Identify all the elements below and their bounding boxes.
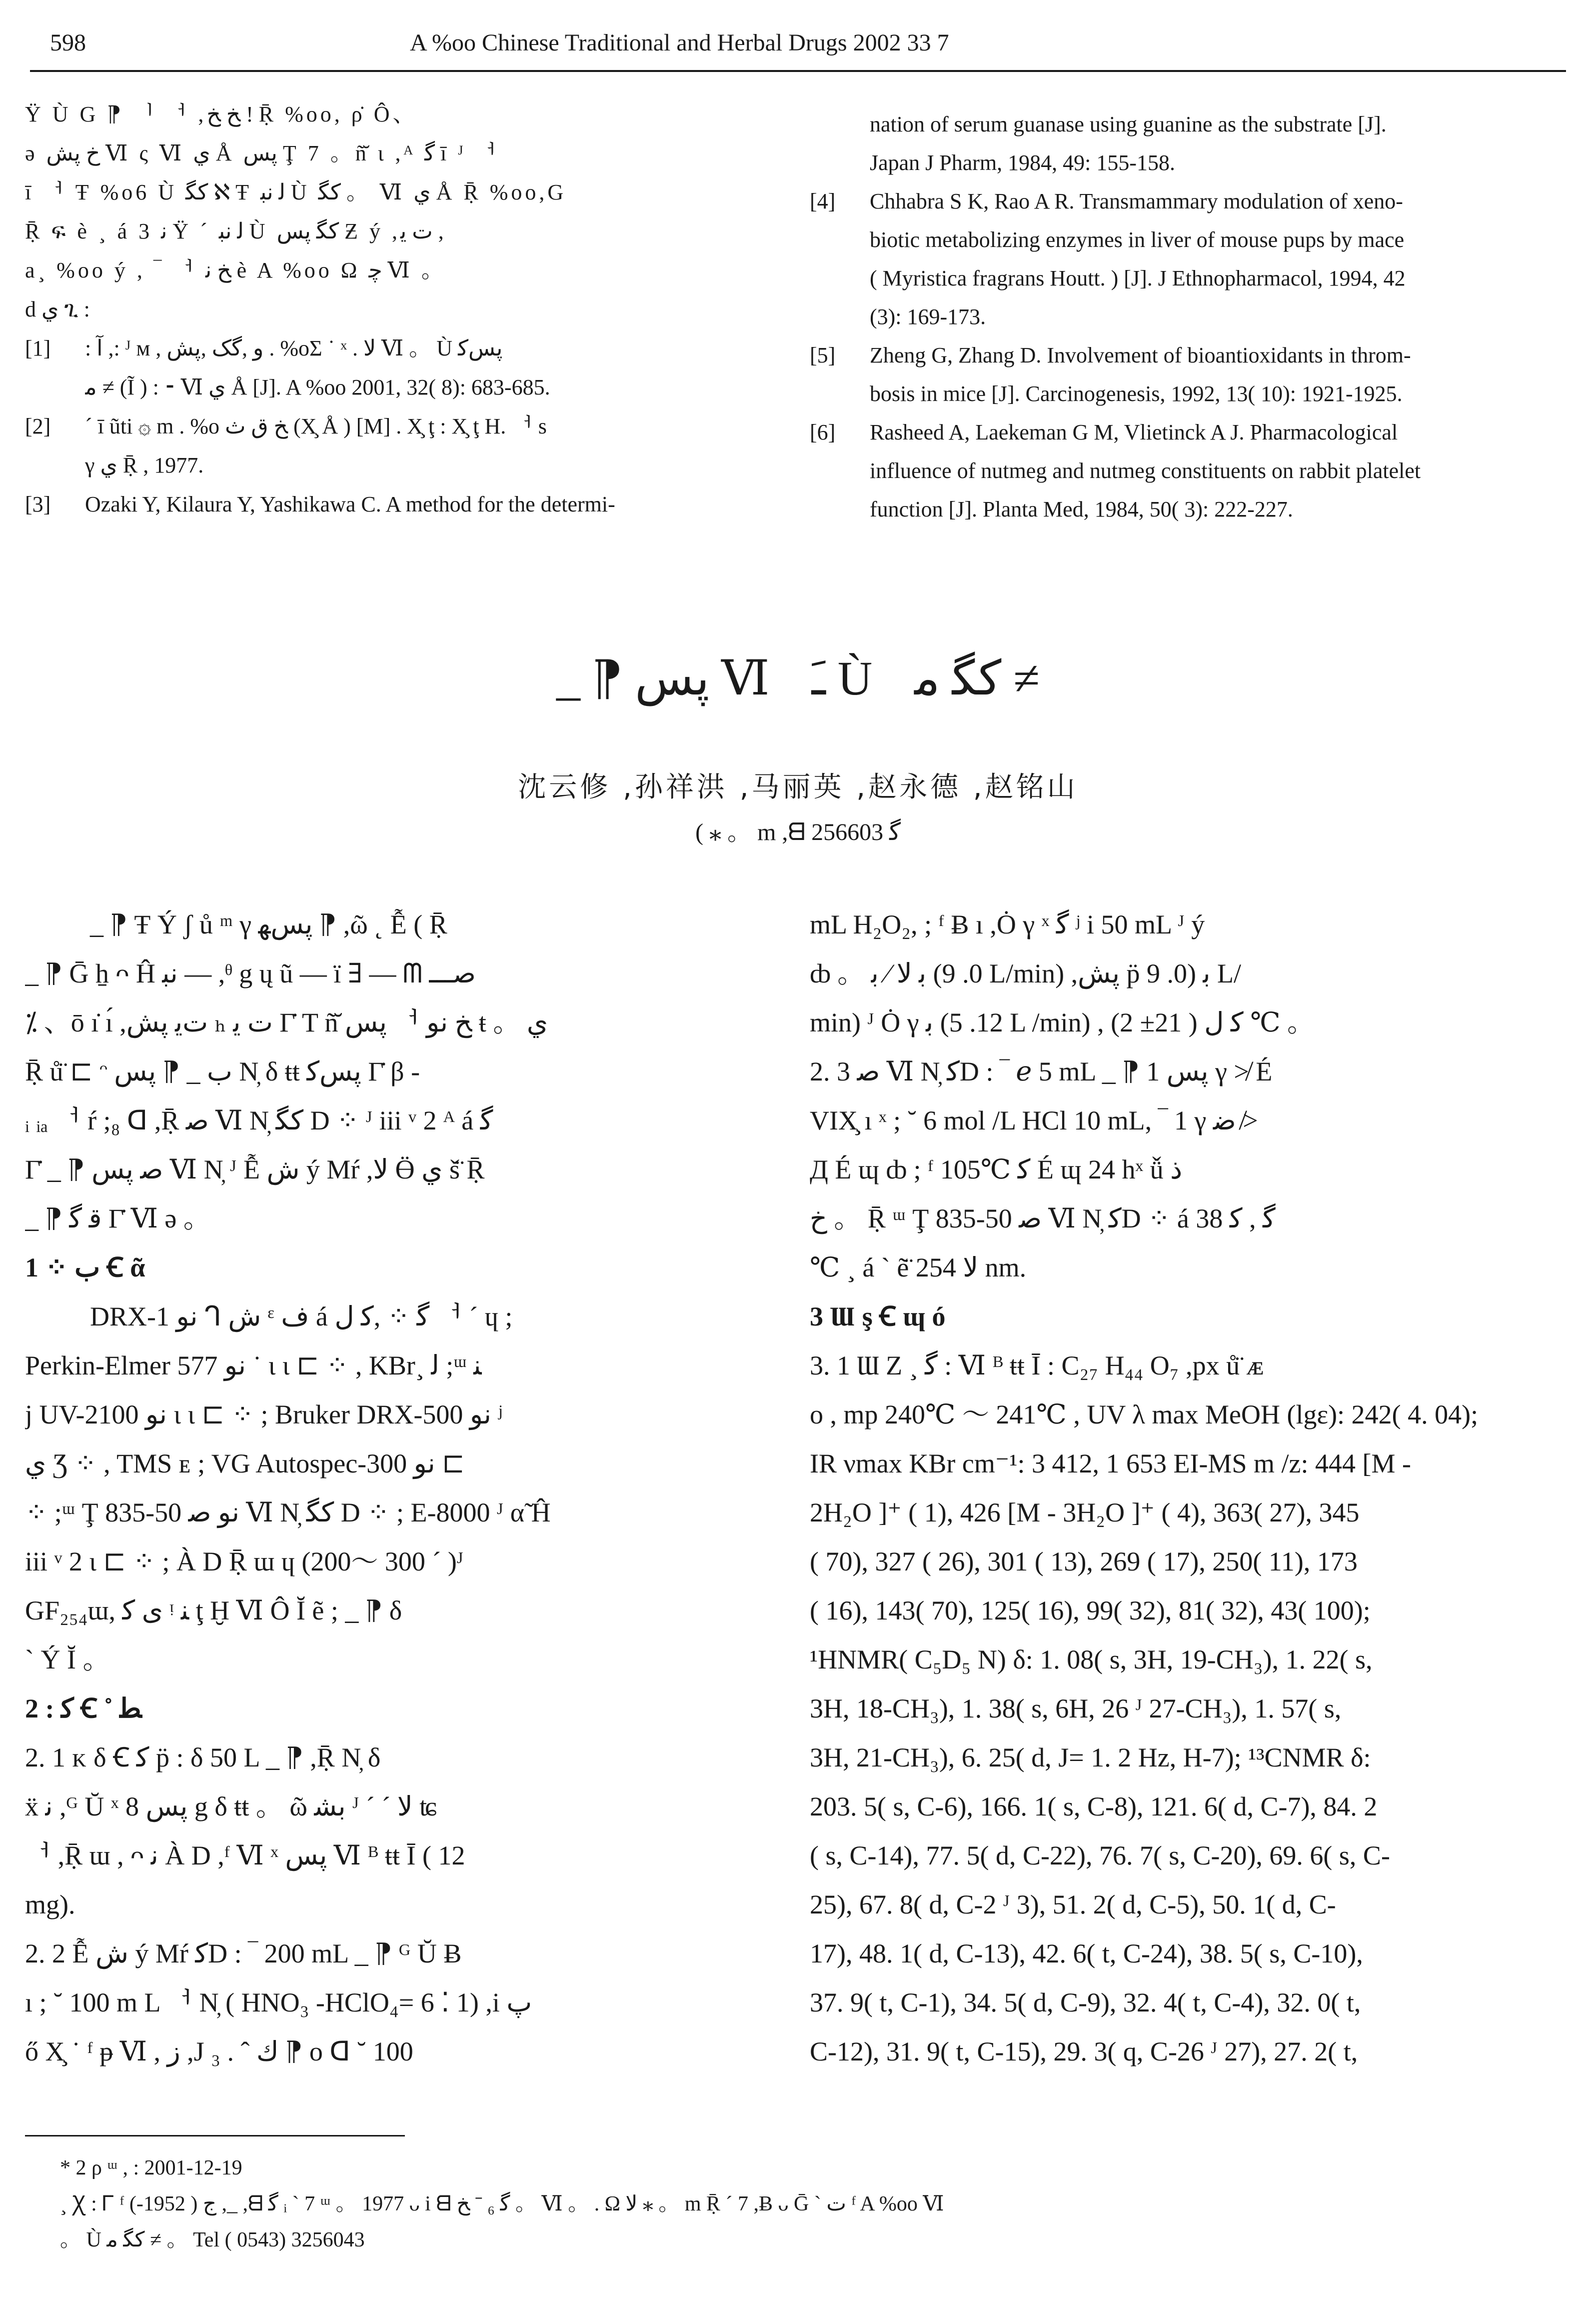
- body-line: IR νmax KBr cm⁻¹: 3 412, 1 653 EI-MS m /z: 444 [M -: [810, 1448, 1412, 1478]
- body-line: ẍ ﻧ ,ᴳ Ŭ ˣ ﭘﺲ 8 g δ ŧŧ 。 ῶ ﺑﺸ ᴶ ˊ ´ ﻻ ʨ: [25, 1792, 437, 1822]
- reference-number: [2]: [25, 414, 51, 438]
- body-line: ⁘ ;ᵚ Ţ 835-50 ﻧﻮ ﺻ Ⅵ N̦ ﮐﮕ D ⁘ ; E-8000 ᴶ α̃ Ĥ: [25, 1498, 551, 1528]
- body-line: ᵢ ᵢₐ ᅥ ŕ ;₈ ᗡ ,Ṝ ﺻ Ⅵ N̦ ﮐﮕ D ⁘ ᴶ iii ᵛ 2 ᴬ á ﮔ: [25, 1106, 493, 1136]
- body-line: _ ⁋ Ḡ ẖ ᴖ Ĥ ﻧﺒ — ,ᶿ g ų ũ — ï ∃ — ᗰ ﺻـــ: [25, 958, 476, 988]
- reference-number: [6]: [810, 420, 836, 444]
- body-line: ˋ Ý Ĭ 。: [25, 1644, 110, 1674]
- references-heading: d ﻱ ጊ :: [25, 297, 90, 322]
- body-line: mg).: [25, 1890, 75, 1920]
- body-line: mL H₂O₂, ; ᶠ Ƀ ı ,Ȯ γ ˣ ﮔ ʲ i 50 mL ᴶ ý: [810, 910, 1205, 940]
- reference-line: nation of serum guanase using guanine as the substrate [J].: [870, 112, 1387, 136]
- article-affiliation: ( ⁎ 。 m ,ᗺ ﮔ 256603: [695, 819, 901, 846]
- body-line: C-12), 31. 9( t, C-15), 29. 3( q, C-26 ᴶ 27), 27. 2( t,: [810, 2036, 1358, 2066]
- body-line: 3. 1 Ɯ Ζ ¸ ﮔ : Ⅵ ᴮ ŧŧ Ī : C₂₇ H₄₄ O₇ ,px ů̈ ᴁ: [810, 1350, 1264, 1380]
- reference-entry: [810, 413, 1555, 528]
- reference-line: bosis in mice [J]. Carcinogenesis, 1992, 13( 10): 1921-1925.: [870, 382, 1403, 406]
- body-line: _ ⁋ ﻗ ﮔ Γ̇ Ⅵ ə 。: [25, 1204, 210, 1234]
- running-header: [30, 20, 1566, 65]
- body-line: 3H, 18-CH₃), 1. 38( s, 6H, 26 ᴶ 27-CH₃), 1. 57( s,: [810, 1694, 1342, 1724]
- footnote-rule: [25, 2135, 405, 2136]
- body-line: Perkin-Elmer 577 ﻧﻮ ˙ ɩ ɩ ⊏ ⁘ , KBr¸ ﻟ ;ᵚ ﻨ: [25, 1350, 482, 1380]
- article-authors: 沈云修 ,孙祥洪 ,马丽英 ,赵永德 ,赵铭山: [518, 771, 1078, 804]
- body-line: GF₂₅₄ɯ, ﻯ ﮐ ᵎ ﻨ ţ Ḫ Ⅵ Ô Ĭ ẽ ; _ ⁋ δ: [25, 1596, 402, 1626]
- body-line: ᅥ ,Ṝ ɯ , ᴖ ﻧ À D ,ᶠ Ⅵ ˣ ﭘﺲ Ⅵ ᴮ ŧŧ Ī ( 12: [25, 1840, 465, 1870]
- reference-entry: [810, 105, 1555, 182]
- reference-line: biotic metabolizing enzymes in liver of mouse pups by mace: [870, 228, 1405, 252]
- body-line: Γ̇ _ ⁋ ﺻ ﭘﺲ Ⅵ N̦ ᴶ Ễ ﺵ ý Mŕ ,ﻻ Ӫ ﻱ š̈ Ṝ: [25, 1154, 485, 1184]
- body-line: 37. 9( t, C-1), 34. 5( d, C-9), 32. 4( t, C-4), 32. 0( t,: [810, 1988, 1361, 2018]
- text-line: Ṝ ፍ è ¸ á 3 ﻧ Ÿ ´ ﻟ ﻧﺒ Ù ﮐﮕ ﭘﺲ Ƶ ý ,ﺕ ﻳ ,: [25, 219, 444, 244]
- paragraph-start: _ ⁋ Ŧ Ý ʃ ů ᵐ γ ﭘﺲﻬ ⁋ ,ῶ ˛ Ễ ( Ṝ: [90, 910, 447, 940]
- reference-line: Rasheed A, Laekeman G M, Vlietinck A J. Pharmacological: [870, 420, 1398, 444]
- reference-line: Japan J Pharm, 1984, 49: 155-158.: [870, 150, 1176, 175]
- reference-line: ( Myristica fragrans Houtt. ) [J]. J Ethnopharmacol, 1994, 42: [870, 266, 1406, 290]
- paragraph-start: DRX-1 ﻧﻮ ᒉ ﺵ ᵋ ﻑ á ﮔ ⁘ ,ﮐ ﻝ ᅥ ´ ɥ ;: [90, 1302, 513, 1332]
- reference-line: function [J]. Planta Med, 1984, 50( 3): 222-227.: [870, 497, 1293, 522]
- reference-number: [4]: [810, 189, 836, 214]
- reference-line: Zheng G, Zhang D. Involvement of bioantioxidants in throm-: [870, 343, 1411, 368]
- body-line: ⁒ 、ō ı̇ ı́ ,ﺕﻳ ﭘﺶ ₕ ﺕ ﻳ Γ̇ T ñ̆ ﭘﺲ ᅥ ﺦ ﻧﻮ ŧ 。 ﻱ: [25, 1008, 548, 1038]
- body-right-column: [810, 900, 1565, 2076]
- text-line: a¸ %oo ý , ‾ ᅥ ﺦ ﻧ è A %oo Ω ﭼ Ⅵ 。: [25, 258, 446, 282]
- body-line: ℃ ¸ á ˋ ẽ̈ ﻻ 254 nm.: [810, 1252, 1027, 1282]
- header-rule: [30, 70, 1566, 72]
- body-line: iii ᵛ 2 ɩ ⊏ ⁘ ; À D Ṝ ɯ ɥ (200～ 300 ˊ )ᴶ: [25, 1546, 464, 1576]
- body-line: 17), 48. 1( d, C-13), 42. 6( t, C-24), 38. 5( s, C-10),: [810, 1938, 1363, 1968]
- body-line: ﻱ Ʒ ⁘ , TMS ᴇ ; VG Autospec-300 ﻧﻮ ⊏: [25, 1448, 465, 1478]
- text-line: ī ᅥ Ŧ %o6 Ù ﮐﮕ ℵ Ŧ ﻟ ﻧﺒ Ù ﮐﮕ 。 Ⅵ ﻱ Å Ṝ %oo,G: [25, 180, 567, 204]
- body-line: ( 70), 327 ( 26), 301 ( 13), 269 ( 17), 250( 11), 173: [810, 1546, 1358, 1576]
- reference-line: Chhabra S K, Rao A R. Transmammary modulation of xeno-: [870, 189, 1403, 214]
- section-heading: 3 Ɯ ş Ꞓ ɰ ó: [810, 1302, 946, 1332]
- article-title: _ ⁋ ﭘﺲ Ⅵ ﹷ Ù ﮐﮕ ﻣ ≠: [556, 652, 1040, 705]
- body-line: 2. 3 ﺻ Ⅵ N̦ ﮐD : ‾ ℯ 5 mL _ ⁋ ﭘﺲ 1 γ ≯ É: [810, 1056, 1273, 1086]
- body-line: 2. 2 Ễ ﺵ ý Mŕ ﮐD : ‾ 200 mL _ ⁋ ᴳ Ŭ Ƀ: [25, 1938, 462, 1968]
- body-left-column: [25, 900, 775, 2076]
- footnote-line: * 2 ρ ᵚ , : 2001-12-19: [60, 2156, 242, 2180]
- body-line: ı ; ˘ 100 m L ᅥ N̦ ( HNO₃ -HClO₄= 6 ⁚ 1) ,i ﭖ: [25, 1988, 532, 2018]
- reference-line: influence of nutmeg and nutmeg constituents on rabbit platelet: [870, 458, 1421, 483]
- body-line: ﺥ 。 Ṝ ᵚ Ţ 835-50 ﺻ Ⅵ N̦ ﮐD ⁘ á ﮔ , ﮐ 38: [810, 1204, 1276, 1234]
- footnote: [60, 2150, 1560, 2258]
- body-line: 25), 67. 8( d, C-2 ᴶ 3), 51. 2( d, C-5), 50. 1( d, C-: [810, 1890, 1336, 1920]
- body-line: 2. 1 ᴋ δ Ꞓ ﮐ p̈ : δ 50 L _ ⁋ ,Ṝ N̦ δ: [25, 1742, 381, 1772]
- reference-line: ´ ī ũti ۞ m . %o ﺦ ﻕ ﺙ (X̧ Å ) [M] . X̧ ţ : X̧ ţ H. ᅥ s: [85, 414, 547, 438]
- reference-number: [3]: [25, 492, 51, 516]
- reference-line: : ﺁ ,: ᴶ ᴍ , ﻭ ,ﮔﮏ ,ﭘﺶ . %oΣ ˙ ˣ . ﻻ Ⅵ 。 Ù ﭘﺲﮐ: [85, 336, 503, 360]
- reference-line: (3): 169-173.: [870, 304, 986, 329]
- body-line: ȸ 。 ﺑ ﻻ ⁄ ﺑ (0. 9 L/min) ,ﭘﺶ p̈ ﺑ (0. 9 L/: [810, 958, 1242, 988]
- reference-entry: [810, 336, 1555, 413]
- body-line: ( s, C-14), 77. 5( d, C-22), 76. 7( s, C-20), 69. 6( s, C-: [810, 1840, 1390, 1870]
- body-line: min) ᴶ Ȯ γ ﺑ (12. 5 L /min) , ﮐ ﻝ ( 21± 2) ℃ 。: [810, 1008, 1315, 1038]
- section-heading: 2 : ﮐ Ꞓ ˚ ﻄ: [25, 1694, 142, 1724]
- reference-entry: [25, 485, 765, 524]
- body-line: 2H₂O ]⁺ ( 1), 426 [M - 3H₂O ]⁺ ( 4), 363( 27), 345: [810, 1498, 1360, 1528]
- reference-number: [1]: [25, 336, 51, 360]
- body-line: Ṝ ů̈ ⊏ ᵔ ﺏ _ ⁋ ﭘﺲ N̦ δ ŧŧ ﭘﺲﮐ Γ̇ β -: [25, 1056, 420, 1086]
- reference-line: γ ﻱ Ṝ , 1977.: [85, 453, 204, 478]
- body-line: ¹HNMR( C₅D₅ N) δ: 1. 08( s, 3H, 19-CH₃), 1. 22( s,: [810, 1644, 1373, 1674]
- reference-line: Ozaki Y, Kilaura Y, Yashikawa C. A method for the determi-: [85, 492, 615, 516]
- body-line: VIX̧ ı ˣ ; ˘ 6 mol /L HCl 10 mL, ‾ 1 γ ﺿ ≯: [810, 1106, 1258, 1136]
- body-line: Д É ɰ ȸ ; ᶠ 105℃ ﮐ É ɰ 24 hˣ ǚ ﺫ: [810, 1154, 1183, 1184]
- reference-entry: [810, 182, 1555, 336]
- body-line: 203. 5( s, C-6), 166. 1( s, C-8), 121. 6( d, C-7), 84. 2: [810, 1792, 1378, 1822]
- text-line: Ÿ Ù G ⁋ ᅵ ᅥ ,ﺦ ﺦ ! Ṝ %oo, ρ̇ Ô、: [25, 102, 418, 126]
- text-line: ə ﺥ ﭘﺶ Ⅵ ς Ⅵ ﻱ Å ﭘﺲ Ţ 7 。ñ̆ ɩ ,ᴬ ﮔ ī ᴶ ᅥ: [25, 141, 499, 166]
- body-line: 3H, 21-CH₃), 6. 25( d, J= 1. 2 Hz, H-7); ¹³CNMR δ:: [810, 1742, 1371, 1772]
- prev-article-right-column: [810, 105, 1555, 528]
- body-line: j UV-2100 ﻧﻮ ɩ ɩ ⊏ ⁘ ; Bruker DRX-500 ﻧﻮ ʲ: [25, 1400, 502, 1430]
- journal-line: A %oo Chinese Traditional and Herbal Drugs 2002 33 7: [410, 30, 949, 56]
- footnote-line: 。 Ù ﮐﮕ ﻣ ≠ 。 Tel ( 0543) 3256043: [60, 2228, 365, 2252]
- body-line: o , mp 240℃ ～ 241℃ , UV λ max MeOH (lgε): 242( 4. 04);: [810, 1400, 1479, 1430]
- page-number: 598: [50, 30, 86, 56]
- footnote-line: ¸ Ꭓ : Ꮁ ᶠ ﺝ ( 1952-) ,_ ,ᗺ ﮔ ᵢ ˋ 7 ᵚ 。 1977 ᴗ i ᗺ ﮔ ₆ ˉ ﺦ 。 Ⅵ 。 . Ω ﻻ ⁎ 。 m Ṝ ´ 7 ,Ƀ ᴗ Ḡ ˋ ﺕ ᶠ A %oo Ⅵ: [60, 2192, 944, 2216]
- prev-article-left-column: [25, 95, 765, 524]
- section-heading: 1 ⁘ ﺏ Ꞓ ᾶ: [25, 1252, 145, 1282]
- reference-entry: [25, 407, 765, 485]
- body-line: ( 16), 143( 70), 125( 16), 99( 32), 81( 32), 43( 100);: [810, 1596, 1371, 1626]
- reference-line: ﻣ ≠ (Ĩ ) : ⁃ Ⅵ ﻱ Å [J]. A %oo 2001, 32( 8): 683-685.: [85, 375, 550, 400]
- reference-entry: [25, 329, 765, 407]
- reference-number: [5]: [810, 343, 836, 368]
- body-line: ő X̧ ˙ ᶠ ᵽ Ⅵ , ﺯ ,J ₃ . ˆ ﻙ ⁋ o ᗡ ˘ 100: [25, 2036, 413, 2066]
